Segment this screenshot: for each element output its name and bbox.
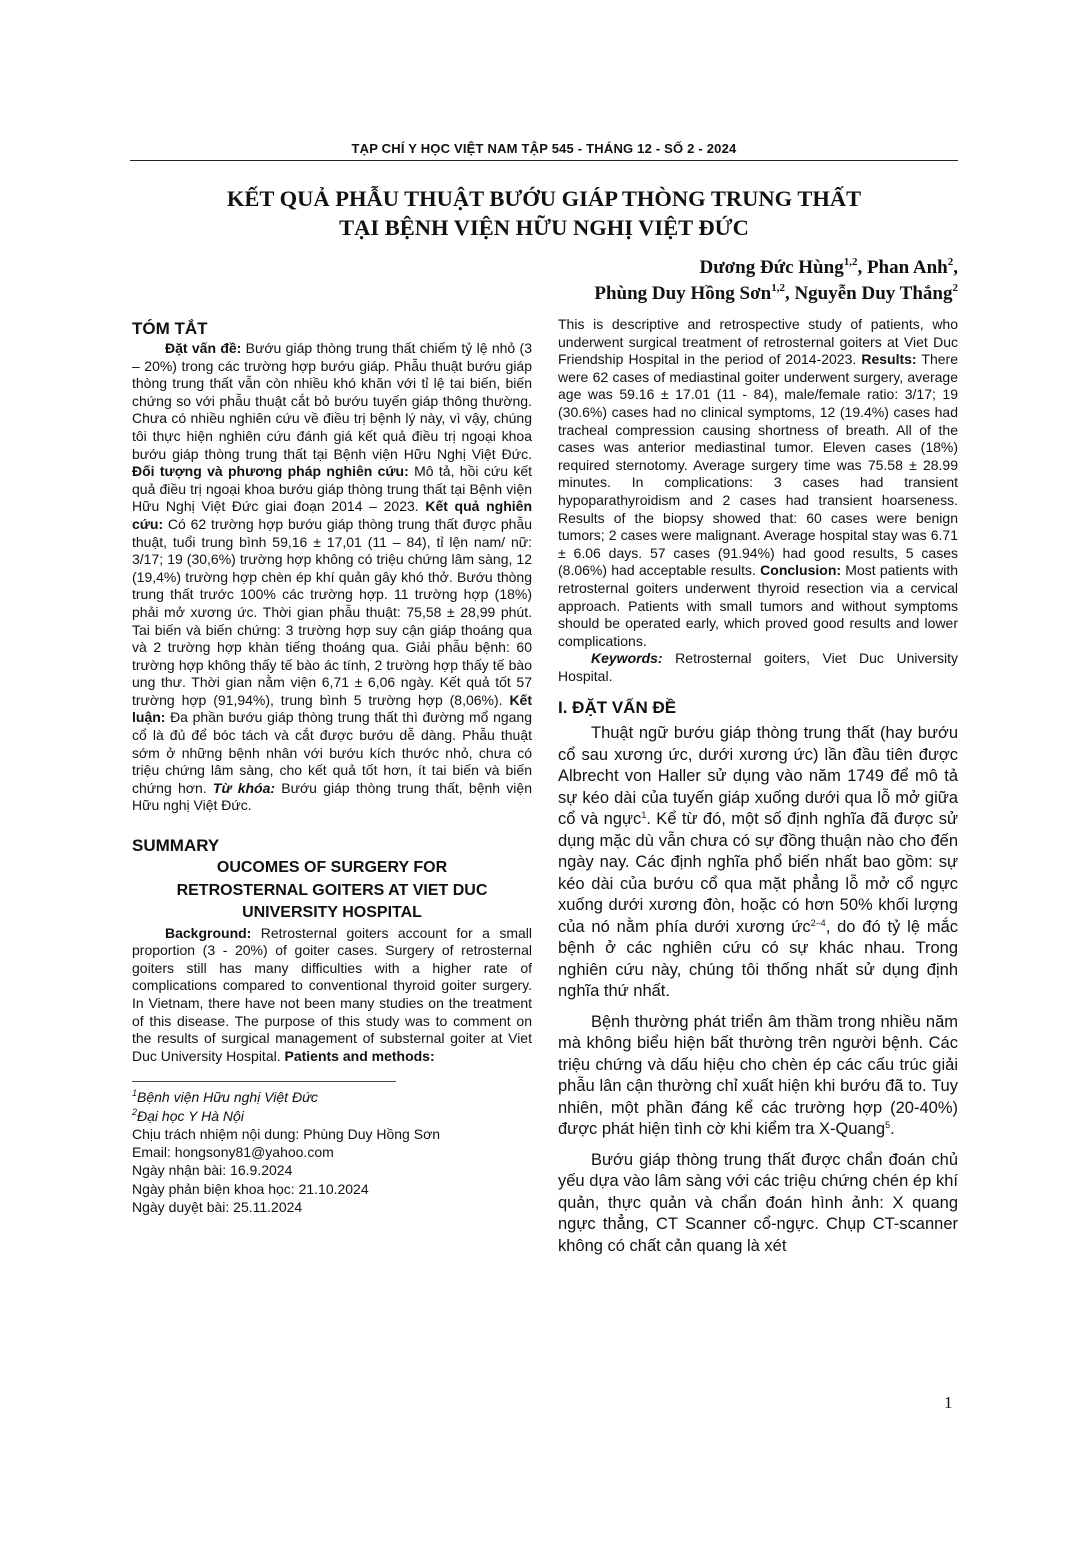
keywords-label: Từ khóa: — [212, 779, 276, 796]
summary-continued — [558, 316, 958, 650]
abstract-text: Có 62 trường hợp bướu giáp thòng trung thất được phẫu thuật, tuổi trung bình 59,16 ± 17,01 (11 – 84), tỉ lện nam/ nữ: 3/17; 19 (30,6%) trường hợp không có triệu chứng lâm sàng, 12 (19,4%) trường hợp chèn ép khí quản gây khó thở. Bướu thòng trung thất trước 100% các trường hợp. 11 trường hợp (18%) phải mở xương ức. Thời gian phẫu thuật: 75,58 ± 28,99 phút. Tai biến và biến chứng: 3 trường hợp suy cận giáp thoáng qua và 2 trường hợp khàn tiếng thoáng qua. Giải phẫu bệnh: 60 trường hợp không thấy tế bào ác tính, 2 trường hợp thấy tế bào ung thư. Thời gian nằm viện 6,71 ± 6,06 ngày. Kết quả tốt 57 trường hợp (91,94%), trung bình 5 trường hợp (8,06%). — [132, 515, 532, 708]
journal-header: TẠP CHÍ Y HỌC VIỆT NAM TẬP 545 - THÁNG 12 - SỐ 2 - 2024 — [351, 141, 737, 156]
intro-text: Thuật ngữ bướu giáp thòng trung thất (hay bướu cổ sau xương ức, dưới xương ức) lần đầu tiên được Albrecht von Haller sử dụng vào năm 1749 để mô tả sự kéo dài của tuyến giáp xuống dưới qua lỗ mở giữa cổ và ngực — [558, 724, 958, 829]
article-title — [130, 184, 958, 242]
authors-line-2: Phùng Duy Hồng Sơn$^{1,2}$, Nguyễn Duy Thắng$^2$ — [594, 282, 958, 304]
summary-text-part: There were 62 cases of mediastinal goiter underwent surgery, average age was 59.16 ± 17.01 (11 - 84), male/female ratio: 3/17; 19 (30.6%) cases had no clinical symptoms, 12 (19.4%) cases had tracheal compression causing shortness of breath. All of the cases was anterior mediastinal tumor. Eleven cases (18%) required sternotomy. Average surgery time was 75.58 ± 28.99 minutes. In complications: 3 cases had transient hypoparathyroidism and 2 cases had transient hoarseness. Results of the biopsy showed that: 60 cases were benign tumors; 2 cases were malignant. Average hospital stay was 6.71 ± 6.06 days. 57 cases (91.94%) had good results, 5 cases (8.06%) had acceptable results. — [558, 351, 958, 579]
intro-text: Bệnh thường phát triển âm thầm trong nhiều năm mà không biểu hiện bất thường trên người bệnh. Các triệu chứng và dấu hiệu cho chèn ép các cấu trúc giải phẫu lân cận thường chỉ xuất hiện khi bướu đã to. Tuy nhiên, một phần đáng kể các trường hợp (20-40%) được phát hiện tình cờ khi kiểm tra X-Quang — [558, 1012, 958, 1139]
summary-text — [132, 925, 532, 1066]
author-affiliation: 2 — [947, 256, 954, 268]
keywords-label: Keywords: — [591, 650, 663, 667]
summary-title-line-3: UNIVERSITY HOSPITAL — [242, 904, 422, 922]
summary-title-line-1: OUCOMES OF SURGERY FOR — [216, 859, 448, 877]
abstract-label: Đối tượng và phương pháp nghiên cứu: — [132, 463, 409, 480]
footnote-text: Đại học Y Hà Nội — [137, 1107, 244, 1124]
footnote-marker: 2 — [132, 1106, 138, 1117]
author-affiliation: 2 — [952, 282, 958, 294]
citation-ref: 1 — [641, 810, 647, 821]
intro-text: , do đó tỷ lệ mắc bệnh ở các nghiên cứu có sự khác nhau. Trong nghiên cứu này, chúng tôi thống nhất sử dụng định nghĩa thứ nhất. — [558, 917, 958, 1001]
summary-label: Patients and methods: — [284, 1047, 435, 1064]
authors-line-1: Dương Đức Hùng$^{1,2}$, Phan Anh$^2$, — [699, 256, 958, 278]
summary-text-part: This is descriptive and retrospective study of patients, who underwent surgical treatment of retrosternal goiters at Viet Duc Friendship Hospital in the period of 2014-2023. — [558, 316, 958, 368]
footnote-approval-date: Ngày duyệt bài: 25.11.2024 — [132, 1199, 303, 1216]
intro-paragraph-2 — [558, 1012, 958, 1141]
abstract-text: Mô tả, hồi cứu kết quả điều trị ngoại khoa bướu giáp thòng trung thất tại Bệnh viện Hữu Nghị Việt Đức giai đoạn 2014 – 2023. — [132, 463, 533, 515]
keywords-text: Retrosternal goiters, Viet Duc University Hospital. — [558, 650, 958, 684]
abstract-text: Bướu giáp thòng trung thất chiếm tỷ lệ nhỏ (3 – 20%) trong các trường hợp bướu giáp. Phẫu thuật bướu giáp thòng trung thất vẫn còn nhiều khó khăn với tỉ lệ tai biến, biến chứng so với phẫu thuật cắt bỏ bướu tuyến giáp thông thường. Chưa có nhiều nghiên cứu về điều trị bệnh lý này, vì vậy, chúng tôi thực hiện nghiên cứu đánh giá kết quả điều trị ngoại khoa bướu giáp thòng trung thất tại Bệnh viện Hữu Nghị Việt Đức. — [132, 340, 532, 462]
summary-label: Background: — [165, 924, 252, 941]
intro-paragraph-3: Bướu giáp thòng trung thất được chẩn đoán chủ yếu dựa vào lâm sàng với các triệu chứng chén ép khí quản, thực quản và chẩn đoán hình ảnh: X quang ngực thẳng, CT Scanner cổ-ngực. Chụp CT-scanner không có chất cản quang là xét — [558, 1150, 958, 1255]
footnote-divider — [132, 1081, 396, 1082]
page-number: 1 — [944, 1393, 953, 1412]
abstract-label: Kết luận: — [132, 691, 532, 726]
header-divider — [130, 160, 958, 161]
summary-keywords — [558, 650, 958, 685]
author-affiliation: 1,2 — [843, 256, 858, 268]
author-affiliation: 1,2 — [771, 282, 785, 294]
abstract-vi-heading: TÓM TẮT — [132, 319, 208, 338]
keywords-text: Bướu giáp thòng trung thất, bệnh viện Hữu nghị Việt Đức. — [132, 779, 532, 814]
summary-label: Conclusion: — [760, 562, 842, 579]
footnote-affiliation-1 — [132, 1088, 532, 1106]
intro-paragraph-1 — [558, 723, 958, 1003]
abstract-label: Đặt vấn đề: — [165, 340, 242, 356]
footnote-affiliation-2 — [132, 1107, 532, 1125]
citation-ref: 2–4 — [810, 917, 826, 928]
intro-text: . — [890, 1120, 895, 1139]
citation-ref: 5 — [885, 1120, 891, 1131]
author-list — [594, 255, 958, 307]
footnote-email: Email: hongsony81@yahoo.com — [132, 1144, 334, 1161]
footnote-review-date: Ngày phản biện khoa học: 21.10.2024 — [132, 1180, 369, 1197]
author-name: Phan Anh — [866, 257, 948, 278]
summary-heading: SUMMARY — [132, 836, 220, 856]
intro-text: . Kể từ đó, một số định nghĩa đã được sử dụng mặc dù vẫn chưa có sự đồng thuận nào cho đến ngày nay. Các định nghĩa phổ biến nhất bao gồm: sự kéo dài của bướu cổ qua mặt phẳng lỗ mở cổ ngực xuống dưới xương đòn, hoặc có hơn 50% khối lượng của nó nằm phía dưới xương ức — [558, 810, 959, 936]
right-column — [558, 316, 958, 1257]
footnote-received-date: Ngày nhận bài: 16.9.2024 — [132, 1162, 293, 1179]
summary-title-line-2: RETROSTERNAL GOITERS AT VIET DUC — [176, 881, 488, 899]
author-name: Phùng Duy Hồng Sơn — [594, 283, 772, 304]
footnote-text: Bệnh viện Hữu nghị Việt Đức — [137, 1089, 318, 1106]
intro-heading: I. ĐẶT VẤN ĐỀ — [558, 698, 677, 718]
author-name: Dương Đức Hùng — [699, 257, 844, 278]
abstract-vi-text — [132, 340, 532, 815]
summary-text-part: Retrosternal goiters account for a small proportion (3 - 20%) of goiter cases. Surgery of retrosternal goiters still has many difficulties with a higher rate of complications compared to conventional thyroid goiter surgery. In Vietnam, there have not been many studies on the treatment of this disease. The purpose of this study was to comment on the results of surgical management of substernal goiter at Viet Duc University Hospital. — [132, 924, 532, 1064]
abstract-text: Đa phần bướu giáp thòng trung thất thì đường mổ ngang cổ là đủ để bóc tách và cắt được bướu dễ dàng. Phẫu thuật sớm ở những bệnh nhân với bướu kích thước nhỏ, chưa có triệu chứng lâm sàng, cho kết quả tốt hơn, ít tai biến và biến chứng hơn. — [132, 709, 532, 796]
left-column — [132, 316, 532, 1216]
footnote-responsible: Chịu trách nhiệm nội dung: Phùng Duy Hồng Sơn — [132, 1125, 441, 1142]
abstract-label: Kết quả nghiên cứu: — [132, 498, 532, 532]
summary-label: Results: — [861, 351, 917, 368]
title-line-1: KẾT QUẢ PHẪU THUẬT BƯỚU GIÁP THÒNG TRUNG THẤT — [226, 186, 862, 211]
author-name: Nguyễn Duy Thắng — [794, 283, 953, 304]
footnote-marker: 1 — [132, 1088, 138, 1099]
title-line-2: TẠI BỆNH VIỆN HỮU NGHỊ VIỆT ĐỨC — [339, 215, 749, 240]
summary-text-part: Most patients with retrosternal goiters underwent thyroid resection via a cervical approach. Patients with small tumors and without symptoms should be operated early, which proved good results and lower complications. — [558, 562, 959, 649]
